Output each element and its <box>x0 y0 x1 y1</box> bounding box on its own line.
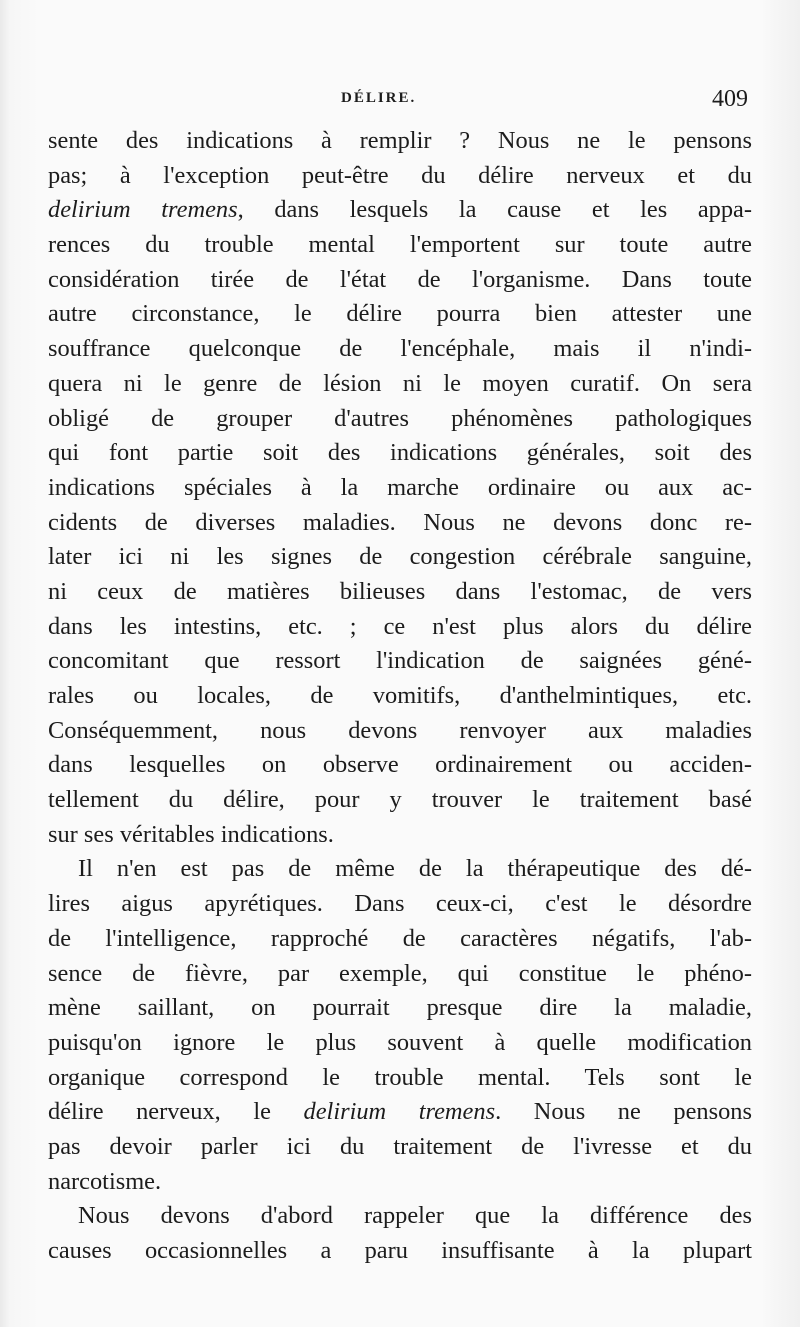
text-line: sence de fièvre, par exemple, qui constitue le phéno- <box>48 959 752 987</box>
text-line: quera ni le genre de lésion ni le moyen curatif. On sera <box>48 369 752 397</box>
text-line: indications spéciales à la marche ordinaire ou aux ac- <box>48 473 752 501</box>
text-line: souffrance quelconque de l'encéphale, mais il n'indi- <box>48 335 752 363</box>
text-line: sente des indications à remplir ? Nous ne le pensons <box>48 127 752 154</box>
body-text <box>48 124 752 1269</box>
text-line: puisqu'on ignore le plus souvent à quelle modification <box>48 1028 752 1056</box>
text-line: Nous devons d'abord rappeler que la différence des <box>78 1202 752 1230</box>
text-line: lires aigus apyrétiques. Dans ceux-ci, c'est le désordre <box>48 890 752 918</box>
text-line: Conséquemment, nous devons renvoyer aux maladies <box>48 716 752 744</box>
text-line: considération tirée de l'état de l'organisme. Dans toute <box>48 265 752 293</box>
text-line: pas devoir parler ici du traitement de l'ivresse et du <box>48 1132 752 1160</box>
text-line: rences du trouble mental l'emportent sur toute autre <box>48 231 752 259</box>
text-line: Il n'en est pas de même de la thérapeutique des dé- <box>78 855 752 883</box>
running-head: DÉLIRE. <box>341 90 417 106</box>
italic-term: delirium tremens <box>303 1098 496 1126</box>
text-line: organique correspond le trouble mental. Tels sont le <box>48 1063 752 1091</box>
text-line: qui font partie soit des indications générales, soit des <box>48 439 752 467</box>
text-line: dans les intestins, etc. ; ce n'est plus alors du délire <box>48 612 752 640</box>
text-line: later ici ni les signes de congestion cérébrale sanguine, <box>48 543 752 571</box>
text-line: de l'intelligence, rapproché de caractères négatifs, l'ab- <box>48 924 752 952</box>
text-line: dans lesquelles on observe ordinairement ou acciden- <box>48 751 752 779</box>
text-line: cidents de diverses maladies. Nous ne devons donc re- <box>48 508 752 536</box>
text-line: tellement du délire, pour y trouver le traitement basé <box>48 786 752 814</box>
text-line: obligé de grouper d'autres phénomènes pathologiques <box>48 404 752 432</box>
text-line: sur ses véritables indications. <box>48 820 334 848</box>
text-line: ni ceux de matières bilieuses dans l'estomac, de vers <box>48 577 752 605</box>
text-line <box>48 1095 752 1130</box>
text-line: causes occasionnelles a paru insuffisante à la plupart <box>48 1237 752 1264</box>
text-line: autre circonstance, le délire pourra bien attester une <box>48 300 752 328</box>
text-line: concomitant que ressort l'indication de saignées géné- <box>48 647 752 675</box>
text-segment: . Nous ne pensons <box>495 1098 752 1126</box>
italic-term: delirium tremens <box>48 196 238 224</box>
page-header <box>48 86 748 118</box>
text-line: rales ou locales, de vomitifs, d'anthelmintiques, etc. <box>48 682 752 709</box>
text-line <box>48 193 752 228</box>
text-line: mène saillant, on pourrait presque dire la maladie, <box>48 994 752 1022</box>
text-segment: délire nerveux, le <box>48 1098 304 1126</box>
text-line: narcotisme. <box>48 1167 162 1195</box>
text-segment: , dans lesquels la cause et les appa- <box>237 196 752 224</box>
text-line: pas; à l'exception peut-être du délire nerveux et du <box>48 161 752 189</box>
page-number: 409 <box>712 86 748 112</box>
